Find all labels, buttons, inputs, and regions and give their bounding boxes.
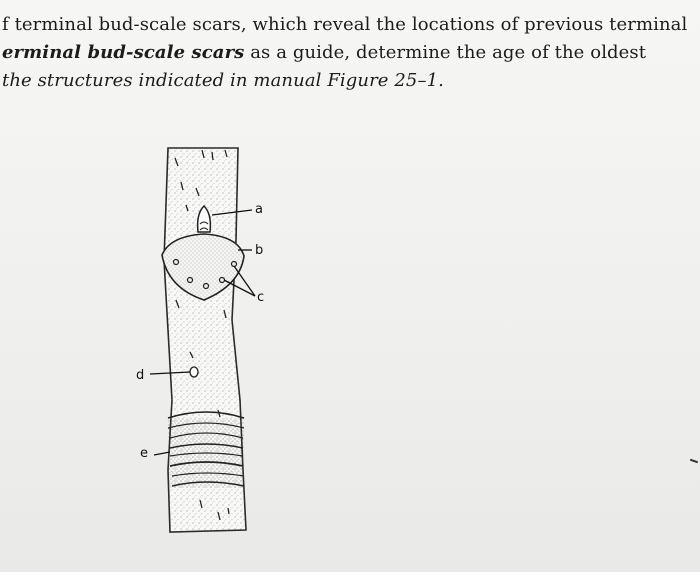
term-bud-scale-scars: erminal bud-scale scars (2, 42, 245, 63)
label-c: c (257, 290, 265, 305)
label-e: e (140, 446, 148, 461)
line3-text: the structures indicated in manual Figure 25–1. (2, 70, 444, 91)
label-d: d (136, 368, 145, 383)
bud-scale-scar-rings-e (168, 412, 244, 488)
line2-text: as a guide, determine the age of the oldest (244, 42, 647, 63)
bud-d (190, 367, 198, 377)
label-a: a (255, 202, 263, 217)
line1-text: f terminal bud-scale scars, which reveal the locations of previous terminal (2, 14, 688, 35)
label-b: b (255, 243, 264, 258)
